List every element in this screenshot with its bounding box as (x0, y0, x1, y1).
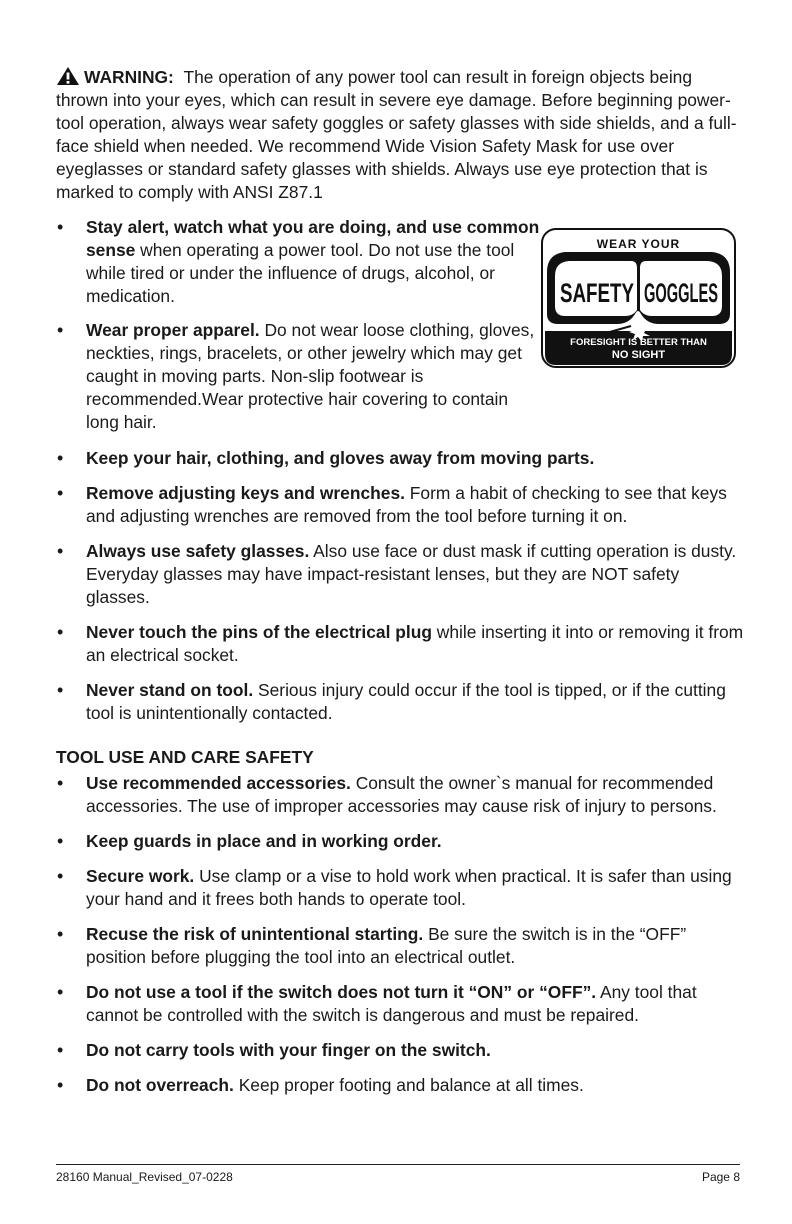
item-bold: Remove adjusting keys and wrenches. (86, 483, 405, 503)
item-text: Do not wear loose clothing, gloves, neckties, rings, bracelets, or other jewelry which may get caught in moving parts. Non-slip footwear is recommended.Wear protective hair covering to contain long hair. (86, 320, 535, 432)
list-item (56, 1039, 746, 1062)
badge-left-word: SAFETY (560, 278, 634, 308)
item-bold: Wear proper apparel. (86, 320, 260, 340)
warning-label: WARNING: (84, 67, 174, 87)
footer-page-number: Page 8 (701, 1170, 740, 1184)
list-item (56, 772, 746, 818)
item-text: Consult the owner`s manual for recommended accessories. The use of improper accessories may cause risk of injury to persons. (86, 773, 717, 816)
item-bold: Use recommended accessories. (86, 773, 351, 793)
item-bold: Always use safety glasses. (86, 541, 310, 561)
item-bold: Keep your hair, clothing, and gloves away from moving parts. (86, 448, 595, 468)
item-text: when operating a power tool. Do not use the tool while tired or under the influence of drugs, alcohol, or medication. (86, 240, 515, 306)
list-item (56, 447, 746, 470)
item-bold: Do not overreach. (86, 1075, 234, 1095)
list-item (56, 319, 542, 434)
list-item (56, 216, 542, 308)
list-item (56, 830, 746, 853)
general-safety-list-1 (56, 216, 542, 445)
footer-divider (56, 1164, 740, 1165)
badge-motto-line1: FORESIGHT IS BETTER THAN (570, 337, 707, 348)
item-bold: Keep guards in place and in working order. (86, 831, 442, 851)
section-heading: TOOL USE AND CARE SAFETY (56, 747, 314, 767)
item-bold: Do not carry tools with your finger on the switch. (86, 1040, 491, 1060)
item-text: Be sure the switch is in the “OFF” position before plugging the tool into an electrical outlet. (86, 924, 687, 967)
item-text: Form a habit of checking to see that keys and adjusting wrenches are removed from the tool before turning it on. (86, 483, 727, 526)
list-item (56, 540, 746, 609)
item-bold: Never touch the pins of the electrical plug (86, 622, 432, 642)
list-item (56, 865, 746, 911)
item-bold: Do not use a tool if the switch does not turn it “ON” or “OFF”. (86, 982, 597, 1002)
warning-text: The operation of any power tool can result in foreign objects being thrown into your eyes, which can result in severe eye damage. Before beginning power-tool operation, always wear safety goggles or safety glasses with side shields, and a full-face shield when needed. We recommend Wide Vision Safety Mask for use over eyeglasses or standard safety glasses with shields. Always use eye protection that is marked to comply with ANSI Z87.1 (56, 67, 737, 202)
list-item (56, 621, 746, 667)
item-text: Use clamp or a vise to hold work when practical. It is safer than using your hand and it frees both hands to operate tool. (86, 866, 732, 909)
item-text: Keep proper footing and balance at all times. (233, 1075, 584, 1095)
badge-top-text: WEAR YOUR (596, 237, 681, 251)
item-bold: Never stand on tool. (86, 680, 254, 700)
item-text: while inserting it into or removing it from an electrical socket. (86, 622, 744, 665)
badge-motto-line2: NO SIGHT (611, 349, 666, 361)
list-item (56, 981, 746, 1027)
list-item (56, 923, 746, 969)
badge-right-word: GOGGLES (644, 278, 718, 308)
footer-document-id: 28160 Manual_Revised_07-0228 (56, 1170, 233, 1184)
list-item (56, 482, 746, 528)
item-bold: Secure work. (86, 866, 195, 886)
list-item (56, 679, 746, 725)
warning-triangle-icon (56, 66, 80, 86)
safety-goggles-badge (541, 228, 736, 368)
warning-paragraph (56, 66, 740, 204)
item-text: Serious injury could occur if the tool is tipped, or if the cutting tool is unintentionally contacted. (86, 680, 726, 723)
general-safety-list-2 (56, 447, 746, 737)
item-bold: Recuse the risk of unintentional starting. (86, 924, 424, 944)
item-text: Any tool that cannot be controlled with the switch is dangerous and must be repaired. (86, 982, 697, 1025)
list-item (56, 1074, 746, 1097)
item-bold: Stay alert, watch what you are doing, and use common sense (86, 217, 540, 260)
tool-safety-list (56, 772, 746, 1109)
item-text: Also use face or dust mask if cutting operation is dusty. Everyday glasses may have impact-resistant lenses, but they are NOT safety glasses. (86, 541, 737, 607)
